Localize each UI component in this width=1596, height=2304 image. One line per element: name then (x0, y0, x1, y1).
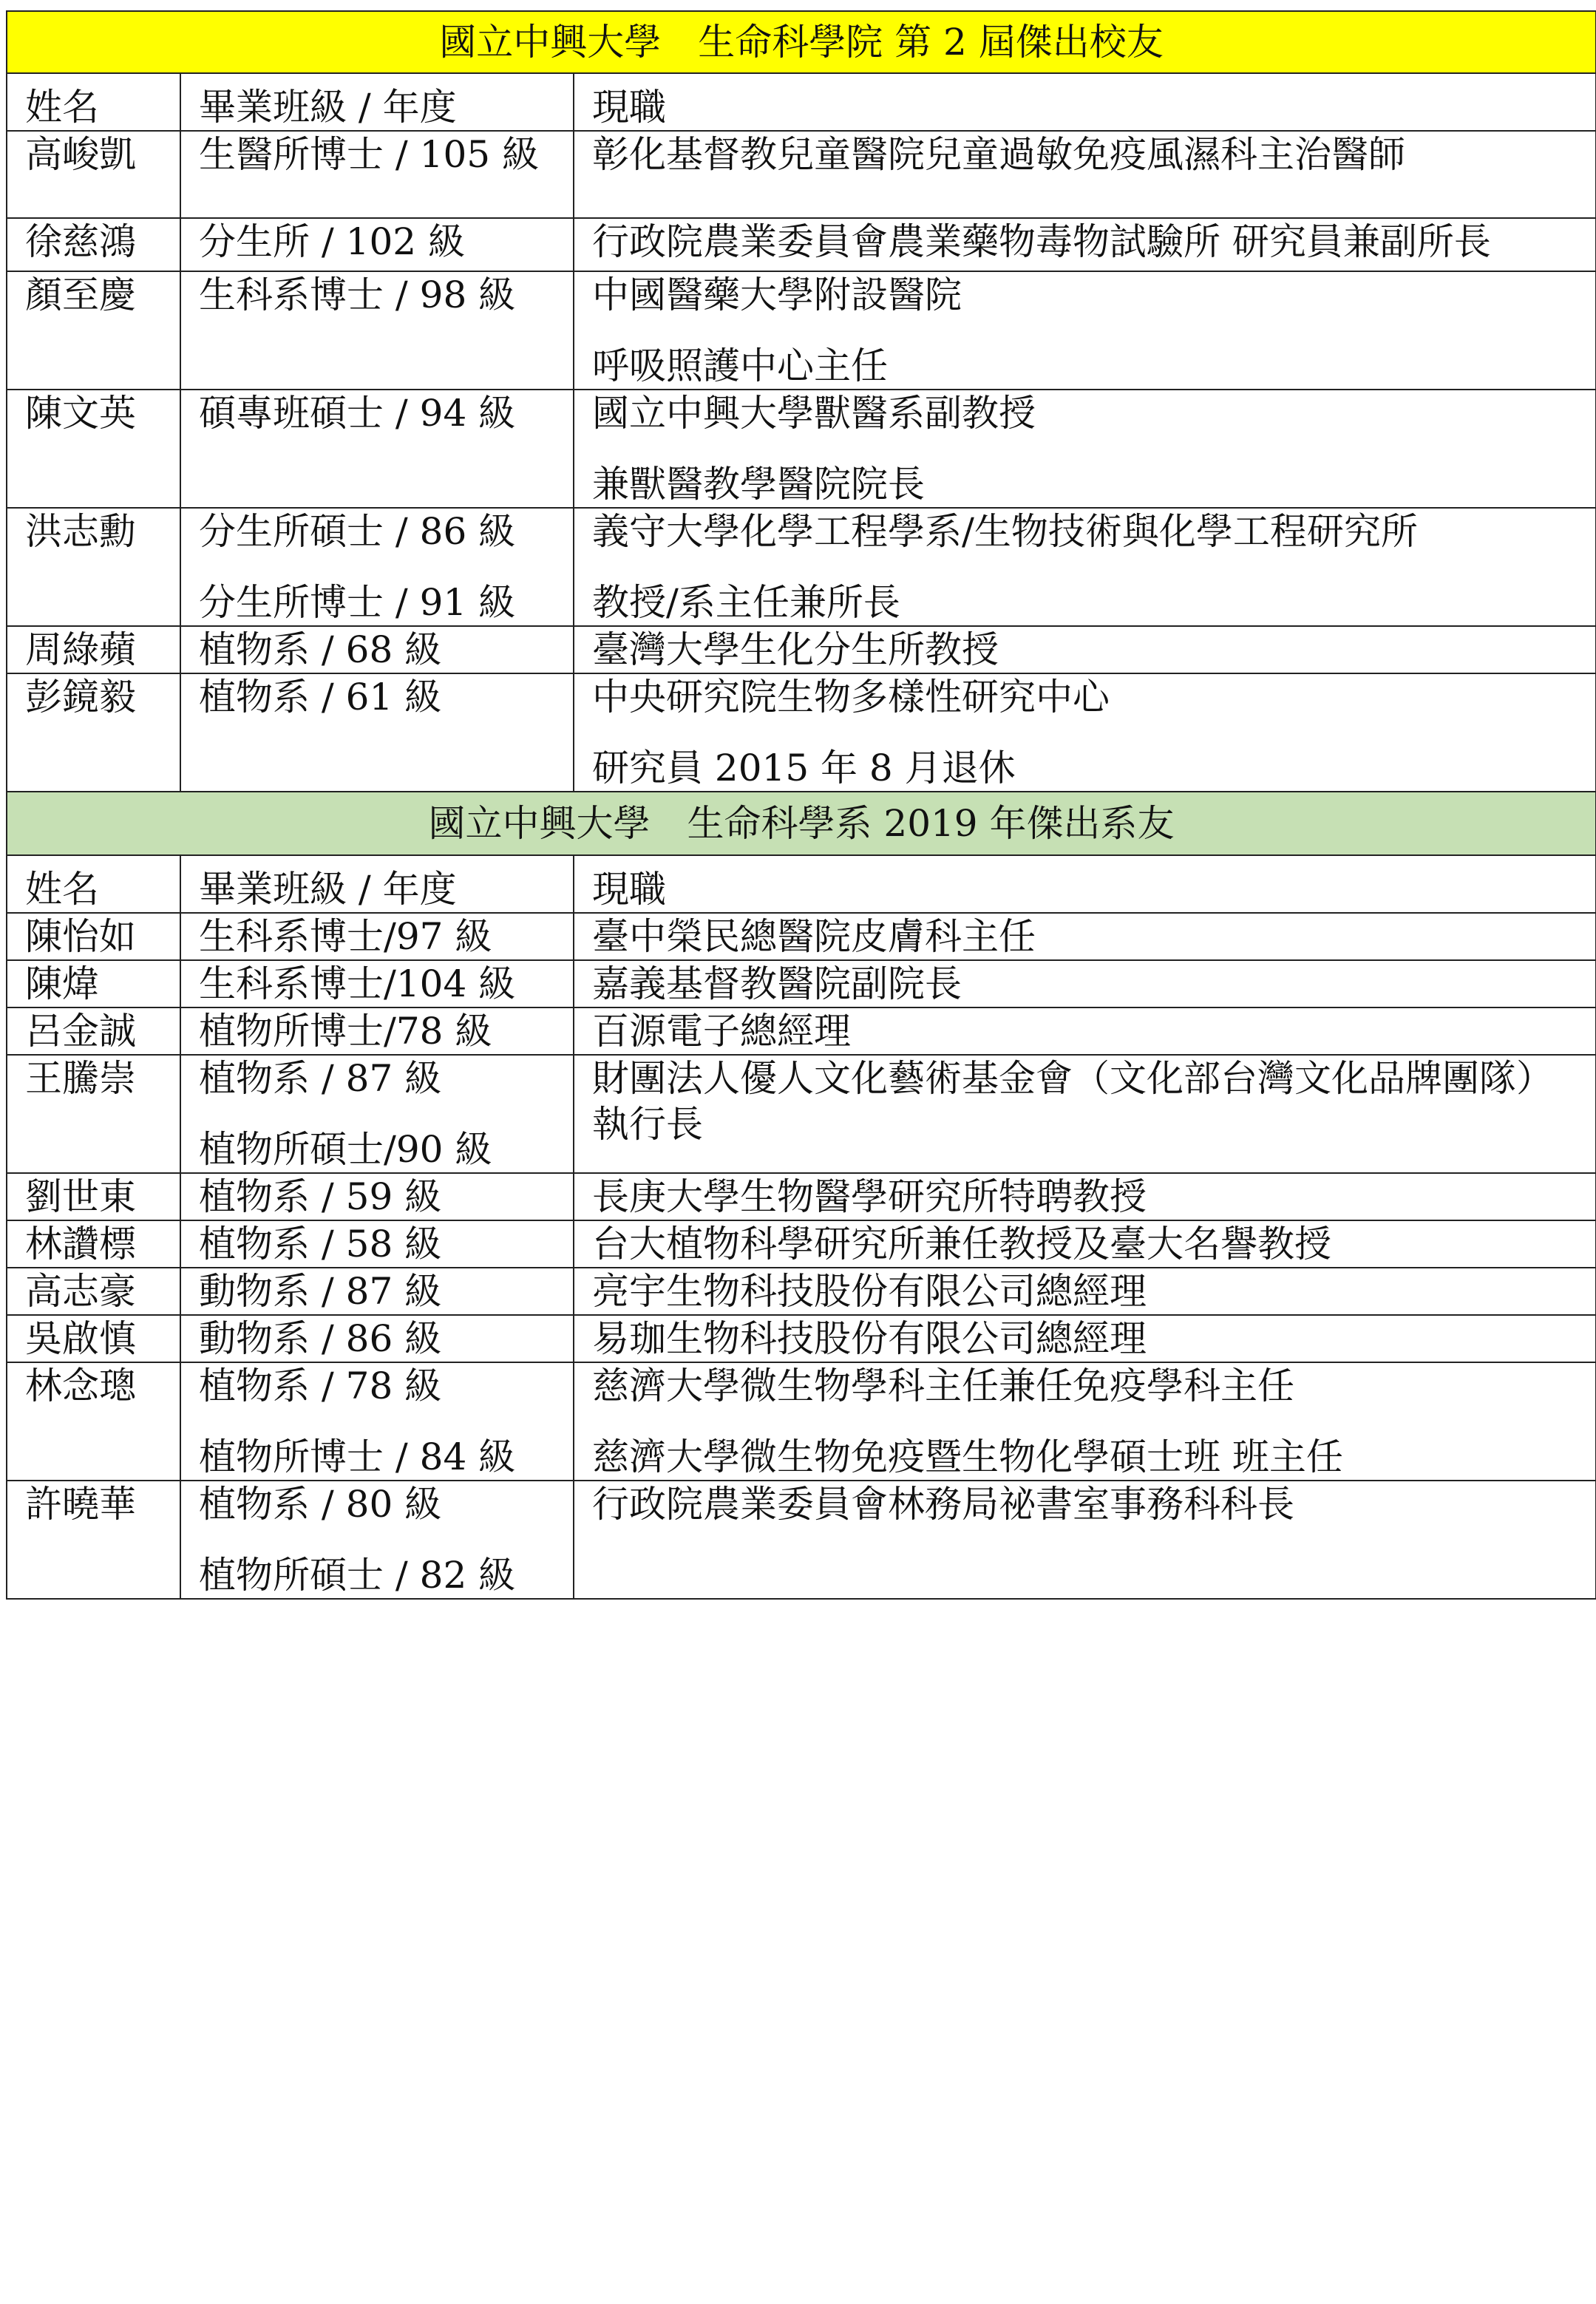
table-row (7, 1362, 1596, 1481)
table-row (7, 960, 1596, 1007)
position-line: 慈濟大學微生物免疫暨生物化學碩士班 班主任 (592, 1435, 1343, 1478)
graduation-line: 生醫所博士 / 105 級 (199, 133, 539, 176)
graduation-line: 動物系 / 87 級 (199, 1270, 442, 1313)
current-position (574, 218, 1596, 271)
current-position (574, 1055, 1596, 1173)
section1-title: 國立中興大學 生命科學院 第 2 屆傑出校友 (7, 11, 1596, 73)
section2-title: 國立中興大學 生命科學系 2019 年傑出系友 (7, 792, 1596, 855)
graduation-info (180, 1315, 574, 1362)
position-line: 臺中榮民總醫院皮膚科主任 (592, 915, 1036, 958)
table-row (7, 1173, 1596, 1220)
current-position (574, 131, 1596, 218)
graduation-info (180, 131, 574, 218)
alumnus-name: 洪志勳 (7, 508, 180, 626)
header-name: 姓名 (7, 73, 180, 131)
alumnus-name: 彭鏡毅 (7, 673, 180, 792)
table-row (7, 1481, 1596, 1599)
position-line: 國立中興大學獸醫系副教授 (592, 392, 1036, 435)
table-row (7, 1268, 1596, 1315)
graduation-line: 植物系 / 68 級 (199, 628, 442, 671)
graduation-info (180, 1268, 574, 1315)
table-row (7, 390, 1596, 508)
position-line: 呼吸照護中心主任 (592, 344, 888, 387)
table-row (7, 626, 1596, 673)
graduation-line: 碩專班碩士 / 94 級 (199, 392, 516, 435)
table-row (7, 508, 1596, 626)
alumnus-name: 王騰崇 (7, 1055, 180, 1173)
alumnus-name: 陳煒 (7, 960, 180, 1007)
alumnus-name: 高峻凱 (7, 131, 180, 218)
alumnus-name: 劉世東 (7, 1173, 180, 1220)
graduation-line: 生科系博士/97 級 (199, 915, 492, 958)
section1-title-row (7, 11, 1596, 73)
graduation-line: 植物所碩士/90 級 (199, 1128, 492, 1171)
graduation-info (180, 1220, 574, 1268)
position-line: 百源電子總經理 (592, 1010, 851, 1053)
position-line: 行政院農業委員會林務局祕書室事務科科長 (592, 1483, 1294, 1526)
header-grad: 畢業班級 / 年度 (180, 73, 574, 131)
graduation-line: 分生所博士 / 91 級 (199, 581, 516, 624)
graduation-line: 植物所碩士 / 82 級 (199, 1554, 516, 1597)
current-position (574, 673, 1596, 792)
graduation-line: 植物所博士/78 級 (199, 1010, 492, 1053)
table-row (7, 131, 1596, 218)
alumnus-name: 高志豪 (7, 1268, 180, 1315)
current-position (574, 626, 1596, 673)
position-line: 彰化基督教兒童醫院兒童過敏免疫風濕科主治醫師 (592, 133, 1405, 176)
graduation-line: 植物系 / 80 級 (199, 1483, 442, 1526)
alumnus-name: 陳怡如 (7, 913, 180, 960)
graduation-info (180, 508, 574, 626)
position-line: 嘉義基督教醫院副院長 (592, 962, 962, 1005)
graduation-line: 分生所 / 102 級 (199, 220, 465, 263)
header-grad: 畢業班級 / 年度 (180, 855, 574, 913)
header-name: 姓名 (7, 855, 180, 913)
position-line: 行政院農業委員會農業藥物毒物試驗所 研究員兼副所長 (592, 220, 1491, 263)
current-position (574, 1220, 1596, 1268)
graduation-info (180, 913, 574, 960)
header-job: 現職 (574, 73, 1596, 131)
position-line: 中央研究院生物多樣性研究中心 (592, 676, 1110, 718)
header-job: 現職 (574, 855, 1596, 913)
graduation-info (180, 390, 574, 508)
current-position (574, 271, 1596, 390)
position-line: 長庚大學生物醫學研究所特聘教授 (592, 1175, 1147, 1218)
alumnus-name: 周綠蘋 (7, 626, 180, 673)
graduation-line: 植物系 / 59 級 (199, 1175, 442, 1218)
table-row (7, 1007, 1596, 1055)
current-position (574, 1007, 1596, 1055)
graduation-line: 生科系博士/104 級 (199, 962, 516, 1005)
graduation-info (180, 960, 574, 1007)
graduation-info (180, 271, 574, 390)
graduation-line: 植物系 / 58 級 (199, 1223, 442, 1265)
position-line: 台大植物科學研究所兼任教授及臺大名譽教授 (592, 1223, 1331, 1265)
current-position (574, 960, 1596, 1007)
alumnus-name: 顏至慶 (7, 271, 180, 390)
graduation-info (180, 1481, 574, 1599)
current-position (574, 1481, 1596, 1599)
graduation-line: 植物系 / 87 級 (199, 1057, 442, 1100)
graduation-info (180, 1362, 574, 1481)
position-line: 研究員 2015 年 8 月退休 (592, 747, 1016, 789)
table-row (7, 271, 1596, 390)
position-line: 臺灣大學生化分生所教授 (592, 628, 999, 671)
position-line: 亮宇生物科技股份有限公司總經理 (592, 1270, 1147, 1313)
graduation-info (180, 1007, 574, 1055)
graduation-line: 植物系 / 61 級 (199, 676, 442, 718)
position-line: 易珈生物科技股份有限公司總經理 (592, 1317, 1147, 1360)
position-line: 義守大學化學工程學系/生物技術與化學工程研究所 (592, 510, 1418, 553)
position-line: 教授/系主任兼所長 (592, 581, 900, 624)
position-line: 財團法人優人文化藝術基金會（文化部台灣文化品牌團隊）執行長 (592, 1057, 1553, 1146)
alumnus-name: 呂金誠 (7, 1007, 180, 1055)
alumnus-name: 徐慈鴻 (7, 218, 180, 271)
table-row (7, 1055, 1596, 1173)
alumni-table (6, 10, 1596, 1600)
table-row (7, 1220, 1596, 1268)
graduation-info (180, 1055, 574, 1173)
section2-title-row (7, 792, 1596, 855)
section1-header-row (7, 73, 1596, 131)
graduation-info (180, 1173, 574, 1220)
table-row (7, 673, 1596, 792)
graduation-info (180, 673, 574, 792)
current-position (574, 508, 1596, 626)
position-line: 中國醫藥大學附設醫院 (592, 273, 962, 316)
current-position (574, 913, 1596, 960)
table-row (7, 218, 1596, 271)
graduation-line: 植物所博士 / 84 級 (199, 1435, 516, 1478)
graduation-line: 分生所碩士 / 86 級 (199, 510, 516, 553)
section2-header-row (7, 855, 1596, 913)
graduation-info (180, 626, 574, 673)
position-line: 慈濟大學微生物學科主任兼任免疫學科主任 (592, 1365, 1294, 1407)
alumnus-name: 林念璁 (7, 1362, 180, 1481)
table-row (7, 1315, 1596, 1362)
alumnus-name: 吳啟慎 (7, 1315, 180, 1362)
current-position (574, 1268, 1596, 1315)
current-position (574, 1362, 1596, 1481)
current-position (574, 1315, 1596, 1362)
graduation-line: 動物系 / 86 級 (199, 1317, 442, 1360)
alumnus-name: 林讚標 (7, 1220, 180, 1268)
table-row (7, 913, 1596, 960)
alumnus-name: 陳文英 (7, 390, 180, 508)
position-line: 兼獸醫教學醫院院長 (592, 463, 925, 506)
alumnus-name: 許曉華 (7, 1481, 180, 1599)
graduation-info (180, 218, 574, 271)
graduation-line: 生科系博士 / 98 級 (199, 273, 516, 316)
current-position (574, 1173, 1596, 1220)
graduation-line: 植物系 / 78 級 (199, 1365, 442, 1407)
current-position (574, 390, 1596, 508)
